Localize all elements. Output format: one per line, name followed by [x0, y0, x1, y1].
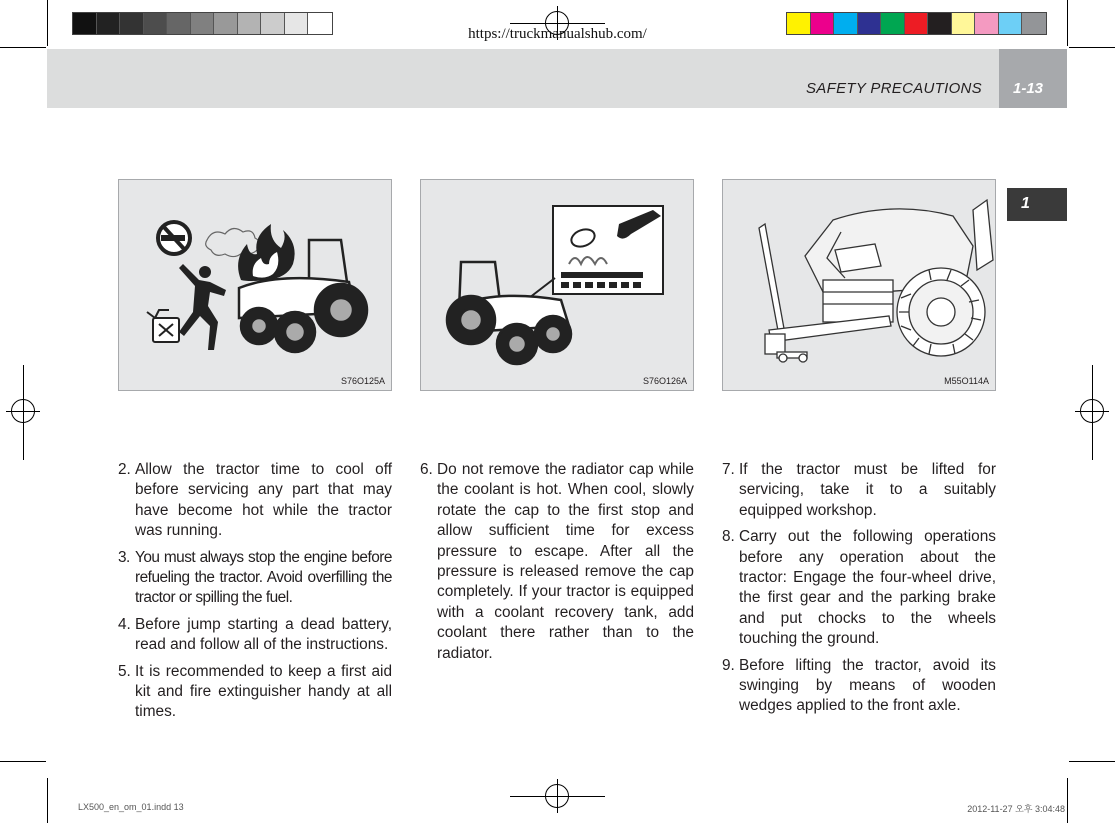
item-number: 7. [722, 461, 735, 478]
footer-timestamp: 2012-11-27 오후 3:04:48 [967, 804, 1065, 814]
person-icon [179, 264, 226, 350]
item-text: It is recommended to keep a first aid kit and fire extinguisher handy at all times. [135, 662, 392, 721]
refuel-hazard-illustration [119, 180, 393, 392]
crop-mark [1067, 778, 1068, 823]
registration-line [23, 365, 24, 460]
inset-box [553, 206, 663, 294]
crop-mark [1069, 47, 1115, 48]
list-item [722, 460, 996, 521]
item-number: 8. [722, 528, 735, 546]
page-header [47, 49, 1067, 108]
item-text: Carry out the following operations before any operation about the tractor: Engage the four-wheel drive, the first gear and the parking brake and put chocks to the wheels touching the ground. [739, 528, 996, 648]
instructions-column-1 [118, 460, 392, 729]
list-item [118, 460, 392, 542]
list-item [420, 460, 694, 664]
item-text: Before jump starting a dead battery, read and follow all of the instructions. [135, 615, 392, 654]
item-text: Before lifting the tractor, avoid its swinging by means of wooden wedges applied to the front axle. [739, 656, 996, 715]
item-number: 2. [118, 461, 131, 478]
list-item [118, 548, 392, 609]
fuel-can-icon [147, 310, 179, 342]
item-text: You must always stop the engine before refueling the tractor. Avoid overfilling the tractor or spilling the fuel. [135, 548, 392, 607]
item-number: 3. [118, 548, 130, 566]
figure-radiator-cap [420, 179, 694, 391]
list-item [722, 527, 996, 649]
item-number: 5. [118, 662, 131, 680]
registration-line [510, 796, 605, 797]
instructions-column-3 [722, 460, 996, 723]
list-item [118, 615, 392, 656]
item-number: 4. [118, 615, 131, 633]
figure-code: M55O114A [944, 376, 989, 386]
instructions-column-2 [420, 460, 694, 670]
footer-file: LX500_en_om_01.indd 13 [78, 802, 184, 812]
radiator-cap-illustration [421, 180, 695, 392]
item-text: Allow the tractor time to cool off before servicing any part that may have become hot while the tractor was running. [135, 461, 392, 540]
crop-mark [0, 761, 46, 762]
figure-refuel-hazard [118, 179, 392, 391]
tractor-lift-illustration [723, 180, 997, 392]
no-smoking-icon [158, 222, 190, 254]
page-number-box [999, 49, 1067, 108]
registration-line [1092, 365, 1093, 460]
section-title: SAFETY PRECAUTIONS [806, 80, 982, 97]
item-number: 9. [722, 656, 735, 674]
fire-icon [238, 224, 295, 281]
item-text: If the tractor must be lifted for servicing, take it to a suitably equipped workshop. [739, 461, 996, 519]
figure-tractor-lift [722, 179, 996, 391]
smoke-cloud-icon [206, 228, 260, 256]
crop-mark [1069, 761, 1115, 762]
list-item [722, 656, 996, 717]
crop-mark [47, 778, 48, 823]
registration-line [510, 23, 605, 24]
crop-mark [0, 47, 46, 48]
item-number: 6. [420, 461, 433, 478]
figure-code: S76O125A [340, 376, 385, 386]
figure-code: S76O126A [642, 376, 687, 386]
watermark-url[interactable]: https://truckmanualshub.com/ [468, 26, 647, 42]
chapter-number: 1 [1021, 195, 1030, 212]
list-item [118, 662, 392, 723]
item-text: Do not remove the radiator cap while the coolant is hot. When cool, slowly rotate the cap to the first stop and allow sufficient time for excess pressure to escape. After all the pressure is released remove the cap completely. If your tractor is equipped with a coolant recovery tank, add coolant there rather than to the radiator. [437, 461, 694, 662]
chapter-tab [1007, 188, 1067, 221]
page-number: 1-13 [1013, 80, 1044, 97]
